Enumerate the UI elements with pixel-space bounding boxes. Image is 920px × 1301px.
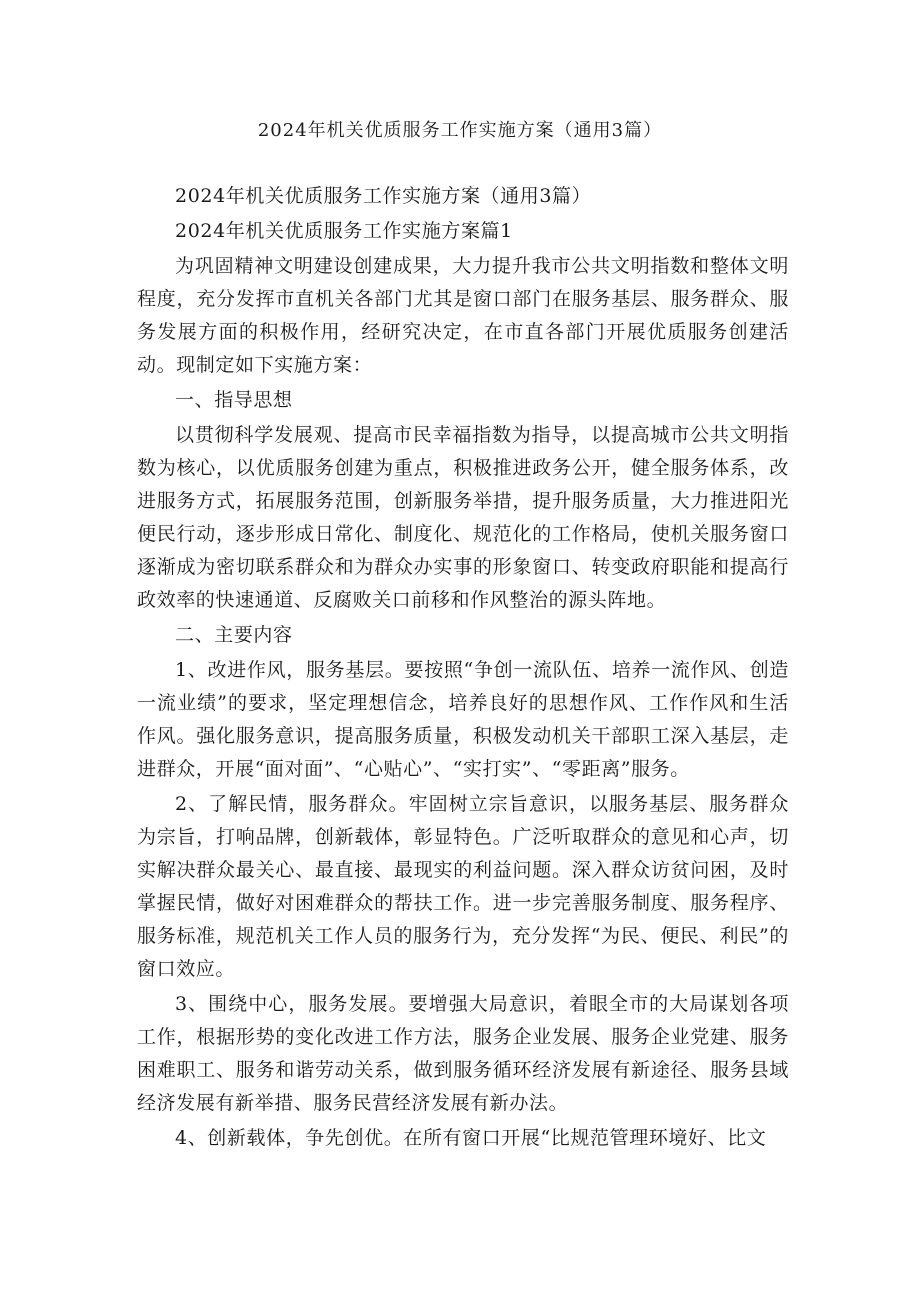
paragraph-item-1: 1、改进作风，服务基层。要按照“争创一流队伍、培养一流作风、创造一流业绩”的要求，坚定理想信念，培养良好的思想作风、工作作风和生活作风。强化服务意识，提高服务质量，积极发动机关干部职工深入基层，走进群众，开展“面对面”、“心贴心”、“实打实”、“零距离”服务。 — [137, 659, 789, 780]
paragraph-guiding-ideology: 以贯彻科学发展观、提高市民幸福指数为指导，以提高城市公共文明指数为核心，以优质服务创建为重点，积极推进政务公开，健全服务体系，改进服务方式，拓展服务范围，创新服务举措，提升服务质量，大力推进阳光便民行动，逐步形成日常化、制度化、规范化的工作格局，使机关服务窗口逐渐成为密切联系群众和为群众办实事的形象窗口、转变政府职能和提高行政效率的快速通道、反腐败关口前移和作风整治的源头阵地。 — [137, 424, 789, 611]
heading-guiding-ideology: 一、指导思想 — [175, 389, 293, 411]
intro-paragraph: 为巩固精神文明建设创建成果，大力提升我市公共文明指数和整体文明程度，充分发挥市直机关各部门尤其是窗口部门在服务基层、服务群众、服务发展方面的积极作用，经研究决定，在市直各部门开展优质服务创建活动。现制定如下实施方案： — [137, 255, 789, 376]
section-title: 2024年机关优质服务工作实施方案篇1 — [175, 220, 513, 242]
subtitle: 2024年机关优质服务工作实施方案（通用3篇） — [175, 185, 592, 207]
paragraph-item-4: 4、创新载体，争先创优。在所有窗口开展“比规范管理环境好、比文 — [175, 1127, 767, 1149]
heading-main-content: 二、主要内容 — [175, 624, 293, 646]
paragraph-item-3: 3、围绕中心，服务发展。要增强大局意识，着眼全市的大局谋划各项工作，根据形势的变化改进工作方法，服务企业发展、服务企业党建、服务困难职工、服务和谐劳动关系，做到服务循环经济发展有新途径、服务县域经济发展有新举措、服务民营经济发展有新办法。 — [137, 993, 789, 1114]
paragraph-item-2: 2、了解民情，服务群众。牢固树立宗旨意识，以服务基层、服务群众为宗旨，打响品牌，创新载体，彰显特色。广泛听取群众的意见和心声，切实解决群众最关心、最直接、最现实的利益问题。深入群众访贫问困，及时掌握民情，做好对困难群众的帮扶工作。进一步完善服务制度、服务程序、服务标准，规范机关工作人员的服务行为，充分发挥“为民、便民、利民”的窗口效应。 — [137, 793, 789, 980]
document-body — [137, 180, 789, 1157]
document-title: 2024年机关优质服务工作实施方案（通用3篇） — [257, 120, 663, 141]
